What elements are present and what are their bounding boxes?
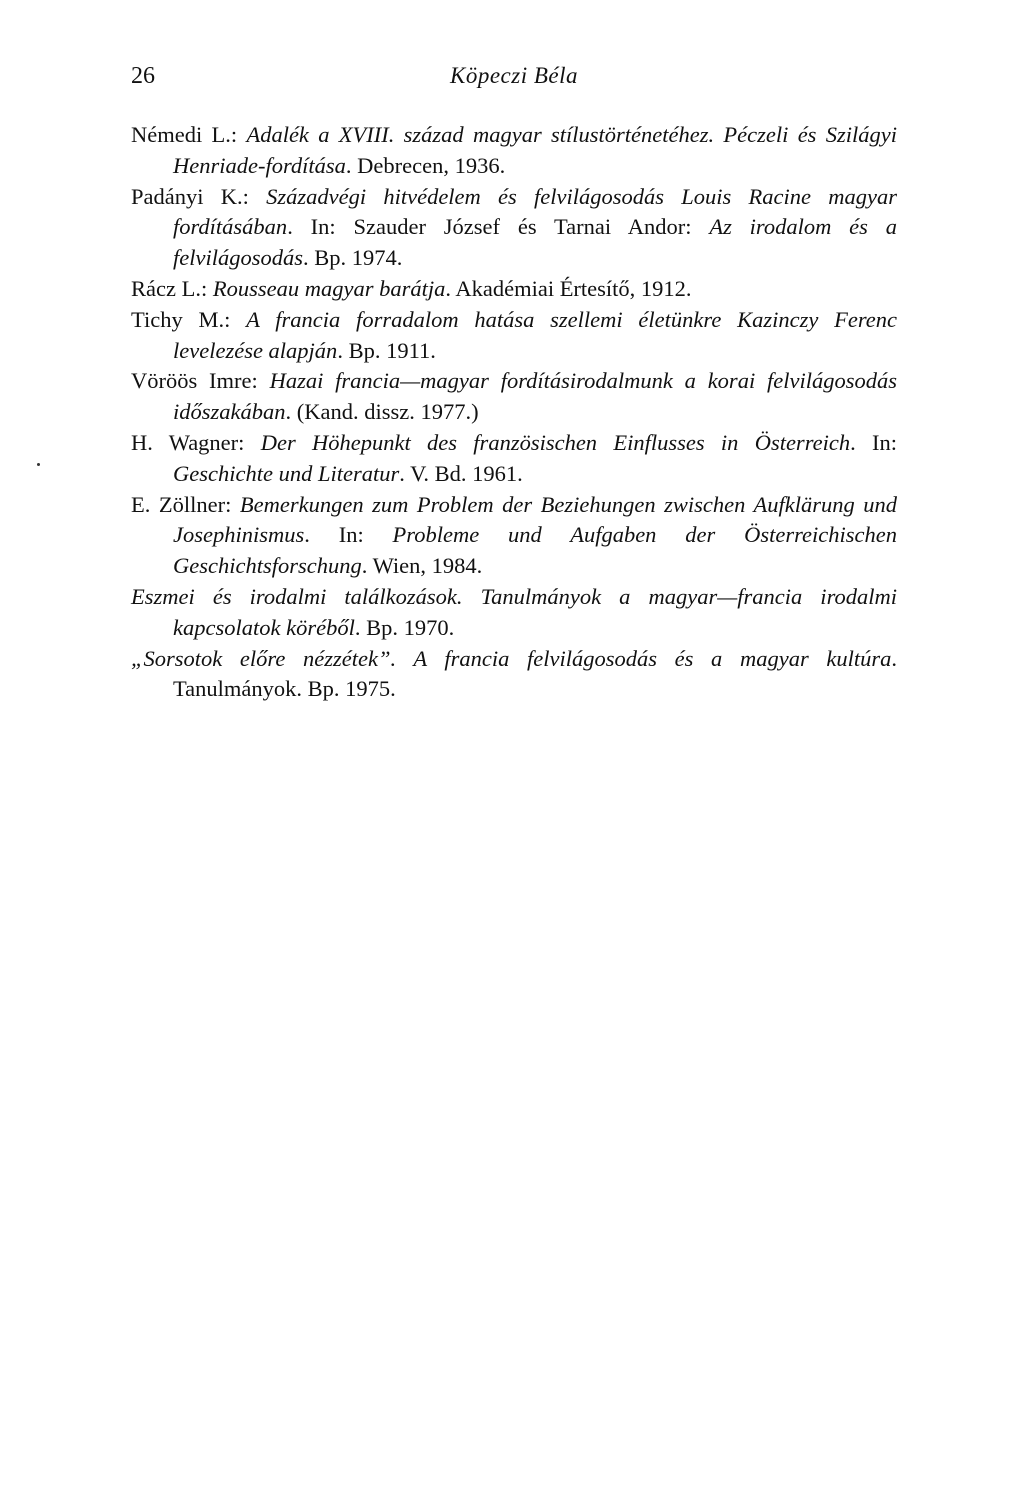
entry-details: . In: <box>304 522 393 548</box>
entry-title: Adalék a XVIII. század magyar stílustörténetéhez. Péczeli és Szilágyi Henriade-fordítása <box>173 122 897 178</box>
bibliography-entry <box>131 644 897 706</box>
page-number: 26 <box>131 63 155 89</box>
running-title: Köpeczi Béla <box>450 63 578 88</box>
entry-details: . In: <box>850 429 898 455</box>
bibliography-entry <box>131 428 897 490</box>
entry-author: E. Zöllner: <box>131 491 240 517</box>
entry-details: . (Kand. dissz. 1977.) <box>285 399 479 425</box>
entry-source-title: Probleme und Aufgaben der Österreichischen Geschichtsforschung <box>173 522 897 579</box>
bibliography-entry <box>131 305 897 367</box>
entry-title: Eszmei és irodalmi találkozások. Tanulmányok a magyar—francia irodalmi kapcsolatok köréből <box>131 583 897 640</box>
entry-details: . Bp. 1970. <box>354 614 455 640</box>
entry-title: A francia forradalom hatása szellemi életünkre Kazinczy Ferenc levelezése alapján <box>173 306 897 363</box>
entry-title: Századvégi hitvédelem és felvilágosodás Louis Racine magyar fordításában <box>173 183 897 240</box>
entry-author: Tichy M.: <box>131 306 247 332</box>
entry-author: Vöröös Imre: <box>131 368 270 394</box>
entry-title: Rousseau magyar barátja <box>212 275 446 301</box>
entry-details: . Bp. 1911. <box>337 337 436 363</box>
entry-source-title: Az irodalom és a felvilágosodás <box>173 214 897 271</box>
entry-title: Der Höhepunkt des französischen Einflusses in Österreich <box>260 429 851 455</box>
entry-source-details: . Bp. 1974. <box>303 245 403 271</box>
entry-details: . Akadémiai Értesítő, 1912. <box>445 275 692 301</box>
entry-author: Padányi K.: <box>131 183 267 209</box>
entry-title: „Sorsotok előre nézzétek”. A francia felvilágosodás és a magyar kultúra <box>131 645 892 671</box>
entry-title: Hazai francia—magyar fordításirodalmunk a korai felvilágosodás időszakában <box>173 368 897 425</box>
entry-title: Bemerkungen zum Problem der Beziehungen zwischen Aufklärung und Josephinismus <box>173 491 897 548</box>
bibliography-entry <box>131 582 897 644</box>
entry-source-title: Geschichte und Literatur <box>173 460 400 486</box>
bibliography-entry <box>131 182 897 274</box>
entry-details: . Debrecen, 1936. <box>345 152 506 178</box>
scan-speck <box>37 463 40 466</box>
entry-details: . Tanulmányok. Bp. 1975. <box>173 645 897 702</box>
entry-author: Némedi L.: <box>131 122 247 147</box>
entry-source-details: . Wien, 1984. <box>361 553 483 579</box>
entry-author: H. Wagner: <box>131 429 261 455</box>
entry-source-details: . V. Bd. 1961. <box>399 460 523 486</box>
entry-details: . In: Szauder József és Tarnai Andor: <box>287 214 710 240</box>
bibliography-entry <box>131 274 897 305</box>
entry-author: Rácz L.: <box>131 275 213 301</box>
bibliography-entry <box>131 490 897 582</box>
bibliography-entry <box>131 120 897 182</box>
bibliography-list <box>131 120 897 705</box>
page-header <box>131 60 897 92</box>
bibliography-entry <box>131 366 897 428</box>
